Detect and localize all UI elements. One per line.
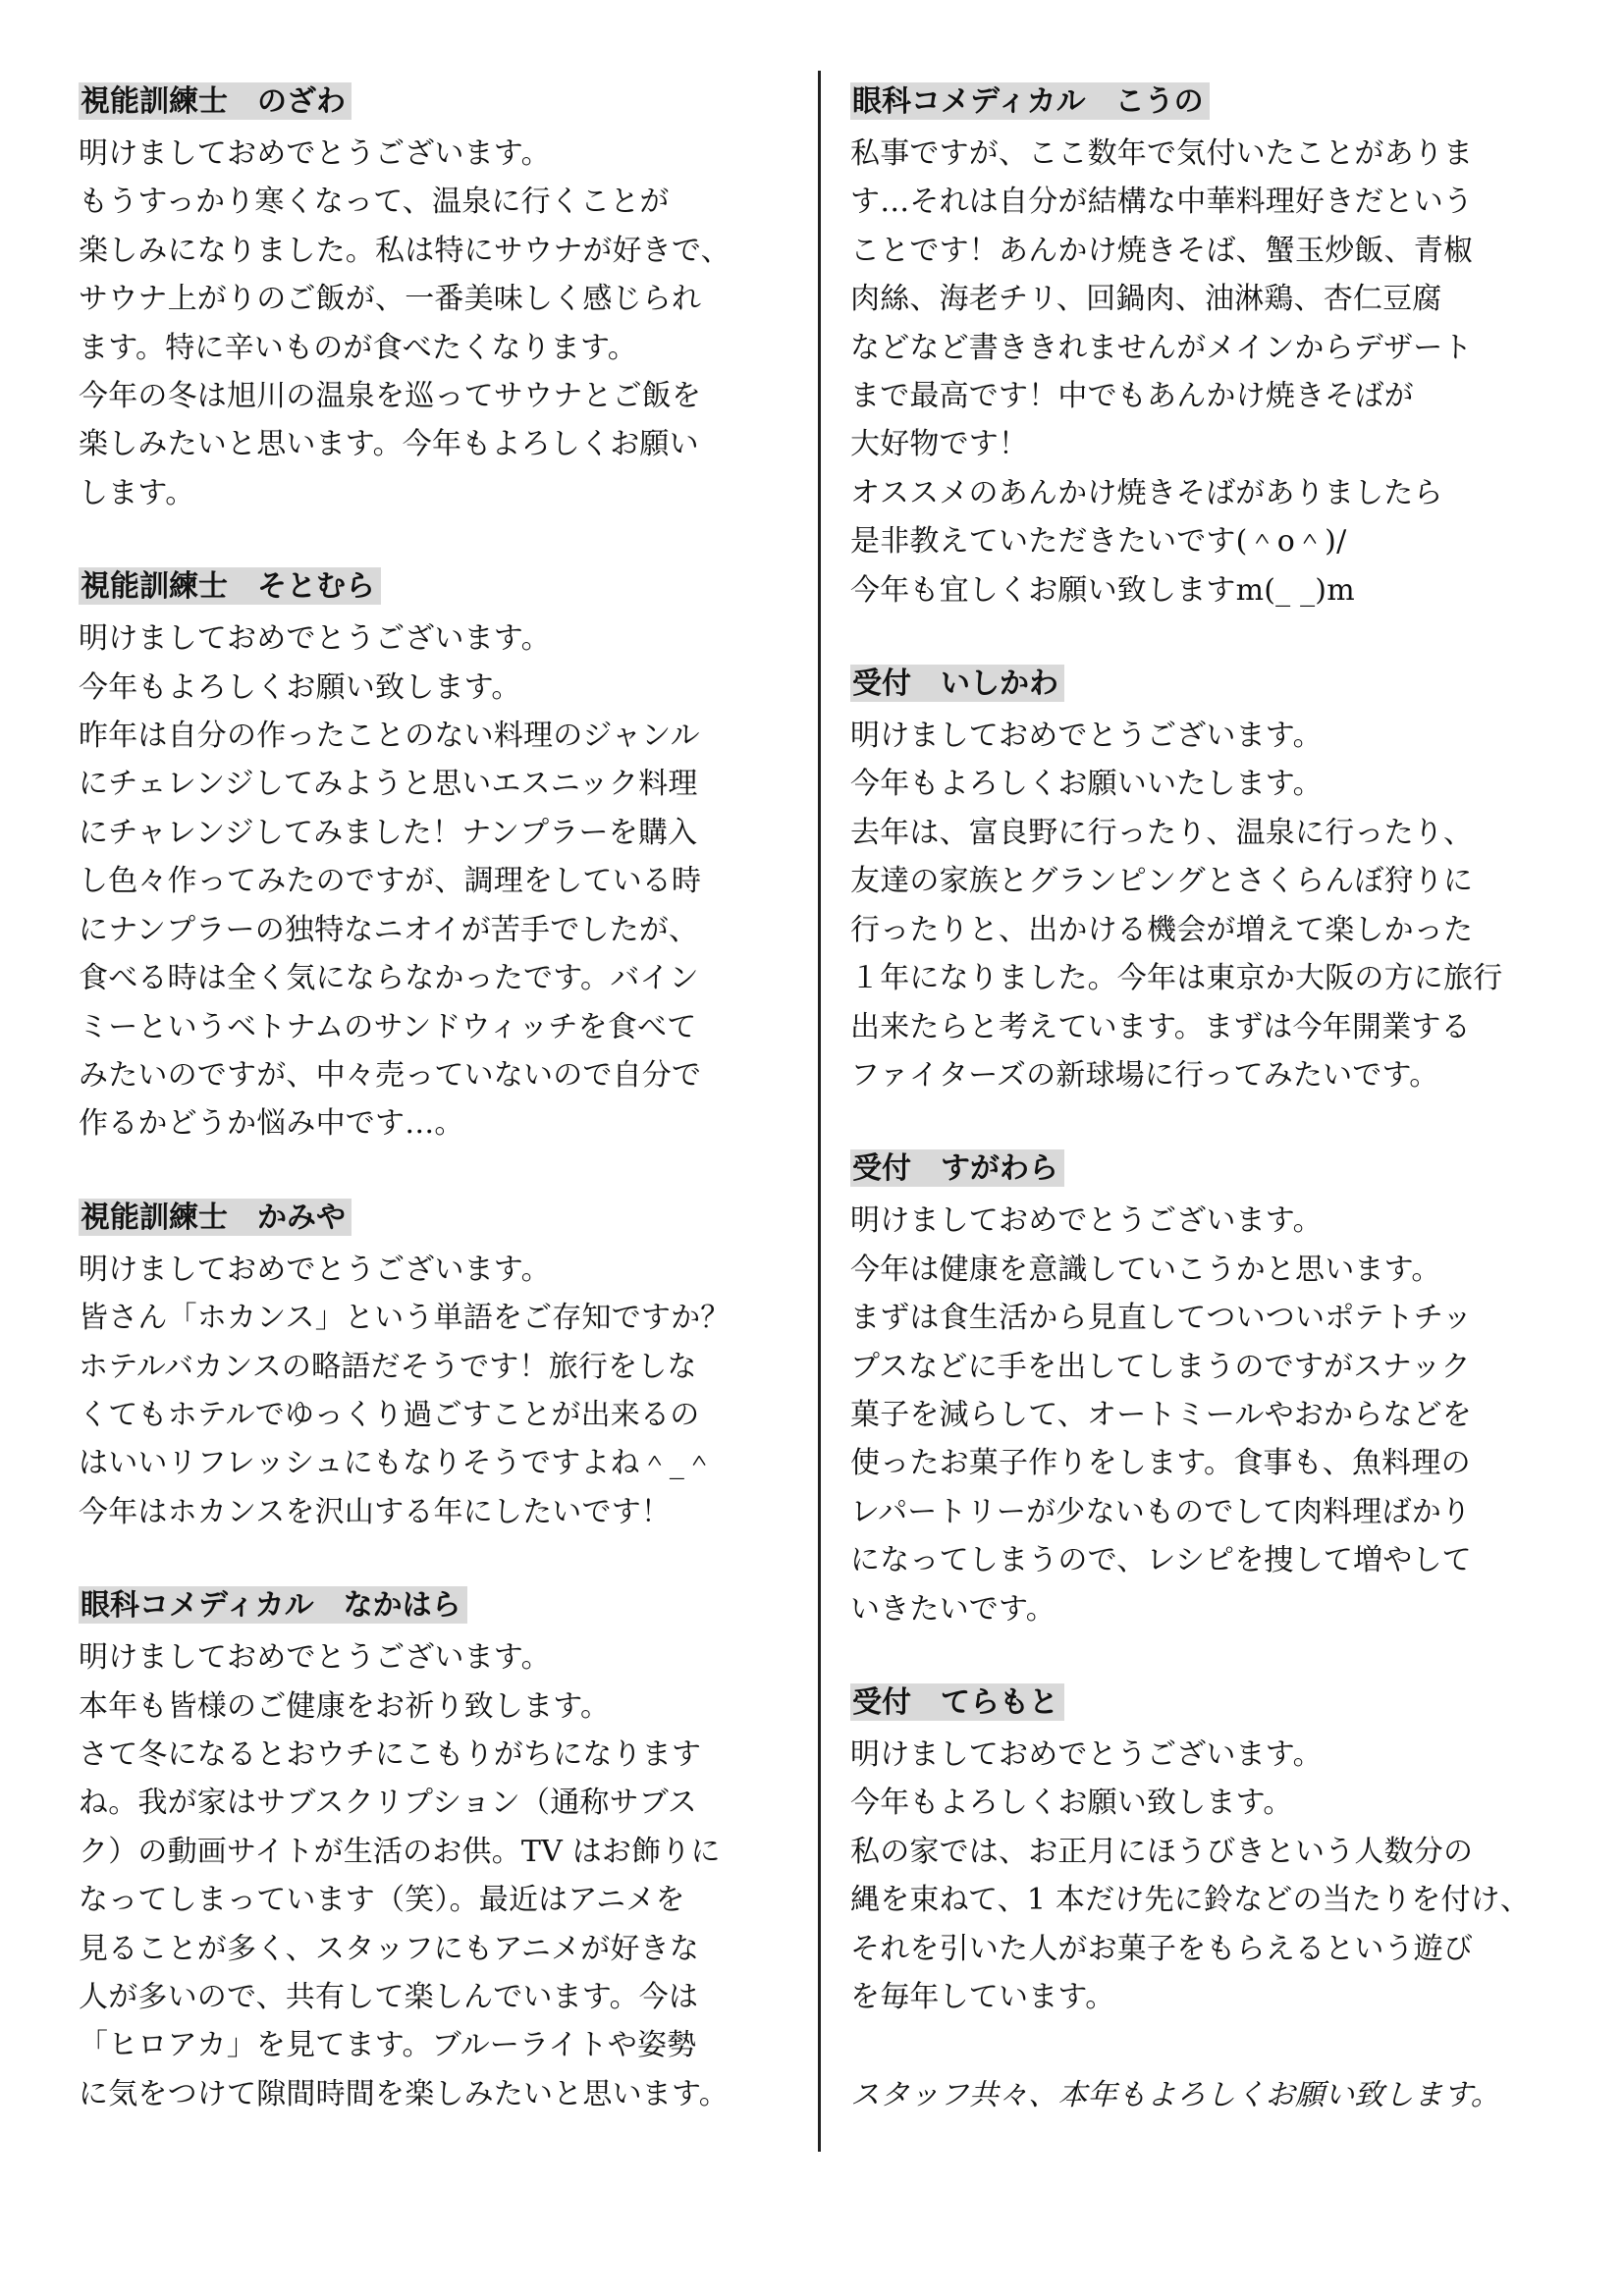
staff-name-heading: 受付 すがわら [850, 1149, 1064, 1187]
message-line: なってしまっています（笑）。最近はアニメを [79, 1883, 685, 1918]
message-line: す…それは自分が結構な中華料理好きだという [850, 185, 1474, 220]
message-line: 明けましておめでとうございます。 [79, 1252, 551, 1287]
staff-name-heading: 視能訓練士 そとむら [79, 567, 381, 605]
message-line: 人が多いので、共有して楽しんでいます。今は [79, 1980, 699, 2014]
message-line: 今年の冬は旭川の温泉を巡ってサウナとご飯を [79, 379, 702, 414]
message-line: まで最高です！中でもあんかけ焼きそばが [850, 379, 1414, 414]
message-line: 今年は健康を意識していこうかと思います。 [850, 1252, 1441, 1287]
message-line: になってしまうので、レシピを捜して増やして [850, 1543, 1472, 1578]
staff-message-section [850, 82, 1567, 614]
staff-message-section [79, 1199, 795, 1536]
right-column [850, 82, 1567, 2120]
staff-message-section [850, 1149, 1567, 1633]
message-line: ミーというベトナムのサンドウィッチを食べて [79, 1009, 697, 1044]
message-line: 皆さん「ホカンス」という単語をご存知ですか？ [79, 1301, 731, 1336]
message-line: サウナ上がりのご飯が、一番美味しく感じられ [79, 282, 702, 317]
message-line: に気をつけて隙間時間を楽しみたいと思います。 [79, 2076, 729, 2111]
staff-name-heading: 視能訓練士 かみや [79, 1199, 352, 1236]
staff-message-section [79, 82, 795, 517]
message-line: 菓子を減らして、オートミールやおからなどを [850, 1397, 1472, 1432]
message-line: まずは食生活から見直してついついポテトチッ [850, 1301, 1473, 1336]
message-line: 本年も皆様のご健康をお祈り致します。 [79, 1688, 611, 1724]
message-line: 大好物です！ [850, 427, 1029, 462]
staff-name-heading: 眼科コメディカル こうの [850, 82, 1210, 120]
message-line: オススメのあんかけ焼きそばがありましたら [850, 475, 1443, 510]
message-line: みたいのですが、中々売っていないので自分で [79, 1057, 702, 1093]
message-line: もうすっかり寒くなって、温泉に行くことが [79, 185, 670, 220]
message-line: 「ヒロアカ」を見てます。ブルーライトや姿勢 [79, 2028, 697, 2063]
message-line: 友達の家族とグランピングとさくらんぼ狩りに [850, 864, 1474, 899]
staff-name-heading: 視能訓練士 のざわ [79, 82, 352, 120]
left-column [79, 82, 795, 2168]
message-line: 昨年は自分の作ったことのない料理のジャンル [79, 719, 700, 754]
message-line: プスなどに手を出してしまうのですがスナック [850, 1349, 1471, 1384]
message-line: 明けましておめでとうございます。 [79, 1640, 551, 1676]
staff-name-heading: 受付 いしかわ [850, 665, 1064, 702]
message-line: 今年もよろしくお願い致します。 [850, 1786, 1293, 1821]
message-line: くてもホテルでゆっくり過ごすことが出来るの [79, 1397, 700, 1432]
message-line: などなど書ききれませんがメインからデザート [850, 330, 1473, 365]
staff-name-heading: 受付 てらもと [850, 1683, 1064, 1721]
closing-message: スタッフ共々、本年もよろしくお願い致します。 [850, 2078, 1500, 2113]
column-divider [818, 71, 821, 2152]
message-line: 作るかどうか悩み中です…。 [79, 1106, 464, 1142]
message-line: ホテルバカンスの略語だそうです！旅行をしな [79, 1349, 697, 1384]
message-line: 私事ですが、ここ数年で気付いたことがありま [850, 136, 1474, 171]
message-line: 私の家では、お正月にほうびきという人数分の [850, 1834, 1474, 1869]
message-line: 行ったりと、出かける機会が増えて楽しかった [850, 912, 1474, 947]
message-line: 縄を束ねて、1 本だけ先に鈴などの当たりを付け、 [850, 1883, 1531, 1918]
message-line: にチャレンジしてみました！ナンプラーを購入 [79, 815, 698, 850]
staff-message-section [79, 567, 795, 1148]
message-line: にナンプラーの独特なニオイが苦手でしたが、 [79, 912, 699, 947]
message-line: 今年もよろしくお願いいたします。 [850, 767, 1323, 802]
message-line: それを引いた人がお菓子をもらえるという遊び [850, 1931, 1474, 1966]
message-line: ことです！あんかけ焼きそば、蟹玉炒飯、青椒 [850, 233, 1474, 268]
message-line: レパートリーが少ないものでして肉料理ばかり [850, 1494, 1472, 1529]
message-line: 去年は、富良野に行ったり、温泉に行ったり、 [850, 815, 1474, 850]
message-line: 楽しみになりました。私は特にサウナが好きで、 [79, 233, 731, 268]
message-line: にチェレンジしてみようと思いエスニック料理 [79, 767, 698, 802]
message-line: 明けましておめでとうございます。 [79, 621, 551, 657]
staff-message-section [850, 665, 1567, 1099]
message-line: 出来たらと考えています。まずは今年開業する [850, 1009, 1471, 1044]
message-line: ます。特に辛いものが食べたくなります。 [79, 330, 637, 365]
message-line: １年になりました。今年は東京か大阪の方に旅行 [850, 961, 1503, 996]
message-line: 明けましておめでとうございます。 [850, 719, 1323, 754]
message-line: 今年はホカンスを沢山する年にしたいです！ [79, 1494, 672, 1529]
staff-name-heading: 眼科コメディカル なかはら [79, 1586, 467, 1624]
message-line: 今年も宜しくお願い致しますm(_ _)m [850, 572, 1355, 608]
message-line: 見ることが多く、スタッフにもアニメが好きな [79, 1931, 700, 1966]
message-line: いきたいです。 [850, 1591, 1056, 1627]
message-line: 楽しみたいと思います。今年もよろしくお願い [79, 427, 699, 462]
staff-message-section [79, 1586, 795, 2118]
message-line: 明けましておめでとうございます。 [79, 136, 551, 171]
message-line: し色々作ってみたのですが、調理をしている時 [79, 864, 702, 899]
message-line: 使ったお菓子作りをします。食事も、魚料理の [850, 1446, 1471, 1481]
message-line: ファイターズの新球場に行ってみたいです。 [850, 1057, 1439, 1093]
message-line: 今年もよろしくお願い致します。 [79, 669, 521, 705]
message-line: 肉絲、海老チリ、回鍋肉、油淋鶏、杏仁豆腐 [850, 282, 1442, 317]
message-line: ね。我が家はサブスクリプション（通称サブス [79, 1786, 697, 1821]
message-line: ク）の動画サイトが生活のお供。TV はお飾りに [79, 1834, 721, 1869]
message-line: します。 [79, 475, 195, 510]
message-line: 明けましておめでとうございます。 [850, 1736, 1323, 1772]
right-column-sections [850, 82, 1567, 2021]
staff-message-section [850, 1683, 1567, 2021]
message-line: 明けましておめでとうございます。 [850, 1203, 1323, 1239]
message-line: 是非教えていただきたいです(＾o＾)/ [850, 524, 1347, 560]
message-line: さて冬になるとおウチにこもりがちになります [79, 1736, 702, 1772]
message-line: を毎年しています。 [850, 1980, 1115, 2014]
message-line: はいいリフレッシュにもなりそうですよね＾_＾ [79, 1446, 715, 1481]
message-line: 食べる時は全く気にならなかったです。バイン [79, 961, 699, 996]
